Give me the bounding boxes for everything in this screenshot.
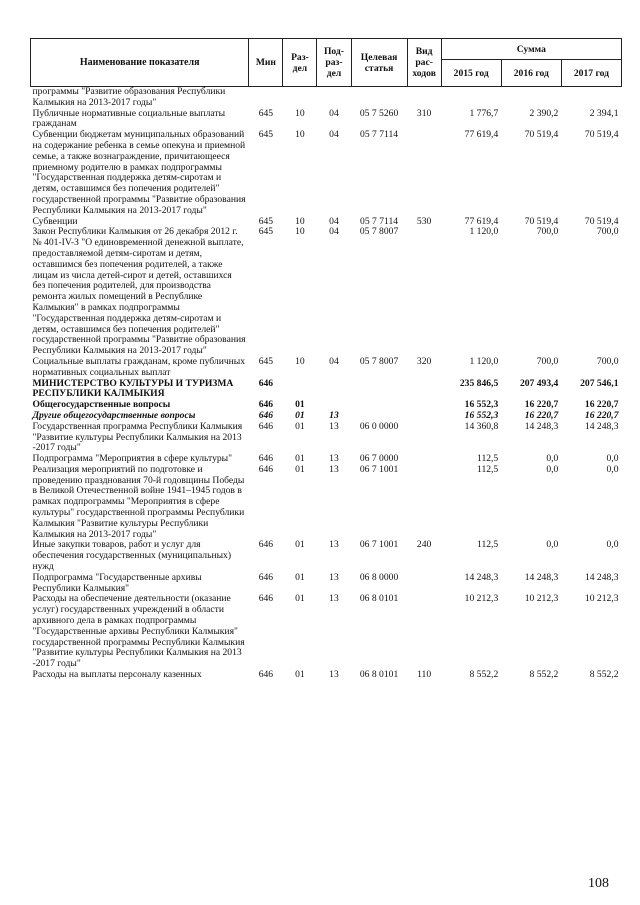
row-min: 646: [258, 463, 274, 475]
row-min: 646: [258, 420, 274, 432]
row-celevaya: 06 8 0000: [359, 571, 399, 583]
row-sum-2017: 207 546,1: [580, 377, 619, 389]
row-name: Другие общегосударственные вопросы: [32, 409, 196, 421]
row-razdel: 01: [295, 463, 305, 475]
row-sum-2015: 1 776,7: [469, 107, 499, 119]
row-sum-2016: 8 552,2: [529, 669, 559, 681]
row-sum-2017: 10 212,3: [584, 593, 619, 605]
row-sum-2015: 112,5: [477, 539, 499, 551]
row-sum-2016: 0,0: [546, 453, 559, 465]
row-vid: 240: [416, 539, 432, 551]
row-sum-2016: 70 519,4: [524, 215, 559, 227]
row-podrazdel: 13: [329, 669, 339, 681]
row-sum-2015: 112,5: [477, 463, 499, 475]
page-number: 108: [588, 876, 609, 891]
row-name: Иные закупки товаров, работ и услуг для обеспечения государственных (муниципальных) нужд: [32, 539, 232, 573]
table-row: [31, 357, 622, 379]
table-row: [31, 130, 622, 216]
row-razdel: 10: [295, 129, 305, 141]
row-sum-2015: 14 360,8: [464, 420, 499, 432]
row-sum-2015: 77 619,4: [464, 129, 499, 141]
table-row: [31, 109, 622, 131]
row-celevaya: 06 7 1001: [359, 463, 399, 475]
row-name: Субвенции: [32, 215, 78, 227]
row-name: Расходы на обеспечение деятельности (оказание услуг) государственных учреждений в области архивного дела в рамках подпрограммы "Государственные архивы Республики Калмыкия" государственной программы Республики Калмыкия "Развитие культуры Республики Калмыкия на 2013 -2017 годы": [32, 593, 245, 670]
row-razdel: 01: [295, 453, 305, 465]
row-celevaya: 05 7 7114: [360, 129, 399, 141]
row-celevaya: 05 7 5260: [359, 107, 399, 119]
row-sum-2017: 0,0: [606, 539, 619, 551]
row-vid: 320: [416, 355, 432, 367]
row-sum-2015: 16 552,3: [464, 409, 499, 421]
row-sum-2015: 112,5: [477, 453, 499, 465]
table-row: [31, 227, 622, 357]
row-name: Общегосударственные вопросы: [32, 399, 171, 411]
table-header: [31, 39, 622, 87]
row-razdel: 01: [295, 593, 305, 605]
row-min: 645: [258, 129, 274, 141]
table-row: [31, 670, 622, 681]
row-vid: 310: [416, 107, 432, 119]
row-sum-2017: [561, 87, 621, 109]
row-podrazdel: [317, 379, 351, 401]
row-min: 645: [258, 215, 274, 227]
row-sum-2015: 8 552,2: [469, 669, 499, 681]
row-celevaya: 05 7 8007: [359, 226, 399, 238]
row-celevaya: 06 7 1001: [359, 539, 399, 551]
row-razdel: 01: [295, 539, 305, 551]
row-sum-2017: 16 220,7: [584, 399, 619, 411]
header-razdel: Раз- дел: [283, 39, 317, 87]
row-min: 645: [258, 355, 274, 367]
row-celevaya: 06 8 0101: [359, 669, 399, 681]
budget-table: [30, 38, 622, 681]
row-name: программы "Развитие образования Республики Калмыкия на 2013-2017 годы": [32, 86, 226, 108]
row-razdel: 01: [295, 409, 305, 421]
row-razdel: 01: [295, 399, 305, 411]
row-name: МИНИСТЕРСТВО КУЛЬТУРЫ И ТУРИЗМА РЕСПУБЛИКИ КАЛМЫКИЯ: [32, 377, 234, 400]
row-sum-2015: 10 212,3: [464, 593, 499, 605]
header-name: Наименование показателя: [31, 39, 249, 87]
row-sum-2016: 14 248,3: [524, 420, 559, 432]
row-min: 646: [258, 593, 274, 605]
row-podrazdel: 13: [329, 571, 339, 583]
row-podrazdel: 04: [329, 107, 339, 119]
row-vid: [407, 379, 441, 401]
row-sum-2017: 0,0: [606, 453, 619, 465]
row-podrazdel: 04: [329, 129, 339, 141]
row-vid: [407, 454, 441, 465]
row-min: 646: [258, 571, 274, 583]
row-name: Закон Республики Калмыкия от 26 декабря 2012 г. № 401-IV-З "О единовременной денежной выплате, предоставляемой детям-сиротам и детям, оставшимся без попечения родителей, а также лицам из числа детей-сирот и детей, оставшихся без попечения родителей, для производства ремонта жилых помещений в Республике Калмыкия" в рамках подпрограммы "Государственная поддержка детям-сиротам и детям, оставшимся без попечения родителей" государственной программы "Развитие образования Республики Калмыкия на 2013-2017 годы": [32, 226, 246, 357]
row-celevaya: 05 7 7114: [360, 215, 399, 227]
table-row: [31, 465, 622, 541]
row-min: 646: [258, 409, 274, 421]
row-podrazdel: 13: [329, 593, 339, 605]
table-row: [31, 87, 622, 109]
row-sum-2016: 70 519,4: [524, 129, 559, 141]
row-celevaya: [351, 379, 407, 401]
header-2015: 2015 год: [441, 60, 501, 87]
row-razdel: [283, 379, 317, 401]
row-sum-2017: 70 519,4: [584, 129, 619, 141]
row-podrazdel: 13: [329, 539, 339, 551]
row-min: 646: [258, 377, 274, 389]
table-row: [31, 573, 622, 595]
row-sum-2015: [441, 87, 501, 109]
row-min: 646: [258, 399, 274, 411]
row-sum-2016: 14 248,3: [524, 571, 559, 583]
header-podrazdel: Под- раз- дел: [317, 39, 351, 87]
row-sum-2016: 207 493,4: [519, 377, 559, 389]
row-sum-2015: 16 552,3: [464, 399, 499, 411]
row-name: Подпрограмма "Мероприятия в сфере культуры": [32, 453, 233, 465]
table-row: [31, 379, 622, 401]
row-sum-2015: 77 619,4: [464, 215, 499, 227]
row-vid: [407, 411, 441, 422]
row-celevaya: [351, 400, 407, 411]
header-vid: Вид рас- ходов: [407, 39, 441, 87]
row-sum-2016: 2 390,2: [529, 107, 559, 119]
row-podrazdel: 04: [329, 215, 339, 227]
row-name: Расходы на выплаты персоналу казенных: [32, 669, 202, 681]
row-podrazdel: 13: [329, 453, 339, 465]
row-min: 646: [258, 669, 274, 681]
table-row: [31, 422, 622, 454]
row-podrazdel: 04: [329, 355, 339, 367]
row-sum-2016: 16 220,7: [524, 399, 559, 411]
row-sum-2016: [501, 87, 561, 109]
row-podrazdel: 13: [329, 420, 339, 432]
row-vid: [407, 227, 441, 357]
row-sum-2017: 8 552,2: [589, 669, 619, 681]
row-sum-2015: 235 846,5: [459, 377, 499, 389]
row-podrazdel: [317, 87, 351, 109]
header-summa: Сумма: [441, 39, 621, 60]
row-vid: 530: [416, 215, 432, 227]
row-min: [249, 87, 283, 109]
row-razdel: 10: [295, 107, 305, 119]
row-sum-2017: 70 519,4: [584, 215, 619, 227]
row-min: 645: [258, 107, 274, 119]
row-razdel: 10: [295, 215, 305, 227]
row-name: Подпрограмма "Государственные архивы Республики Калмыкия": [32, 571, 202, 594]
header-min: Мин: [249, 39, 283, 87]
table-body: [31, 87, 622, 681]
row-name: Субвенции бюджетам муниципальных образований на содержание ребенка в семье опекуна и приемной семье, а также вознаграждение, причитающееся приемному родителю в рамках подпрограммы "Государственная поддержка детям-сиротам и детям, оставшимся без попечения родителей" государственной программы "Развитие образования Республики Калмыкия на 2013-2017 годы": [32, 129, 246, 216]
row-sum-2017: 16 220,7: [584, 409, 619, 421]
table-row: [31, 540, 622, 572]
row-sum-2017: 14 248,3: [584, 420, 619, 432]
row-sum-2016: 0,0: [546, 463, 559, 475]
row-celevaya: [351, 87, 407, 109]
row-vid: [407, 130, 441, 216]
row-sum-2017: 700,0: [596, 226, 619, 238]
row-name: Реализация мероприятий по подготовке и проведению празднования 70-й годовщины Победы в Великой Отечественной войне 1941–1945 годов в рамках подпрограммы "Мероприятия в сфере культуры" государственной программы Республики Калмыкия "Развитие культуры Республики Калмыкия на 2013-2017 годы": [32, 463, 245, 540]
row-podrazdel: 04: [329, 226, 339, 238]
row-razdel: 01: [295, 420, 305, 432]
row-sum-2017: 700,0: [596, 355, 619, 367]
row-min: 646: [258, 539, 274, 551]
row-min: 646: [258, 453, 274, 465]
row-vid: [407, 573, 441, 595]
row-name: Государственная программа Республики Калмыкия "Развитие культуры Республики Калмыкия на 2013 -2017 годы": [32, 420, 243, 454]
row-sum-2015: 1 120,0: [469, 226, 499, 238]
row-podrazdel: 13: [329, 409, 339, 421]
row-name: Публичные нормативные социальные выплаты гражданам: [32, 107, 226, 130]
row-vid: [407, 422, 441, 454]
row-vid: [407, 465, 441, 541]
row-razdel: 10: [295, 355, 305, 367]
row-vid: [407, 87, 441, 109]
row-name: Социальные выплаты гражданам, кроме публичных нормативных социальных выплат: [32, 355, 246, 378]
row-vid: 110: [417, 669, 432, 681]
row-sum-2016: 10 212,3: [524, 593, 559, 605]
row-sum-2017: 14 248,3: [584, 571, 619, 583]
row-razdel: [283, 87, 317, 109]
row-vid: [407, 400, 441, 411]
row-sum-2015: 14 248,3: [464, 571, 499, 583]
row-celevaya: 05 7 8007: [359, 355, 399, 367]
row-sum-2016: 700,0: [536, 226, 559, 238]
row-celevaya: 06 7 0000: [359, 453, 399, 465]
table-row: [31, 594, 622, 670]
row-celevaya: 06 0 0000: [359, 420, 399, 432]
row-sum-2017: 0,0: [606, 463, 619, 475]
row-vid: [407, 594, 441, 670]
row-min: 645: [258, 226, 274, 238]
row-podrazdel: 13: [329, 463, 339, 475]
row-razdel: 01: [295, 669, 305, 681]
header-celevaya: Целевая статья: [351, 39, 407, 87]
row-celevaya: 06 8 0101: [359, 593, 399, 605]
row-razdel: 01: [295, 571, 305, 583]
header-2016: 2016 год: [501, 60, 561, 87]
row-sum-2016: 700,0: [536, 355, 559, 367]
header-2017: 2017 год: [561, 60, 621, 87]
row-sum-2017: 2 394,1: [589, 107, 619, 119]
row-sum-2016: 0,0: [546, 539, 559, 551]
row-sum-2015: 1 120,0: [469, 355, 499, 367]
row-razdel: 10: [295, 226, 305, 238]
row-sum-2016: 16 220,7: [524, 409, 559, 421]
